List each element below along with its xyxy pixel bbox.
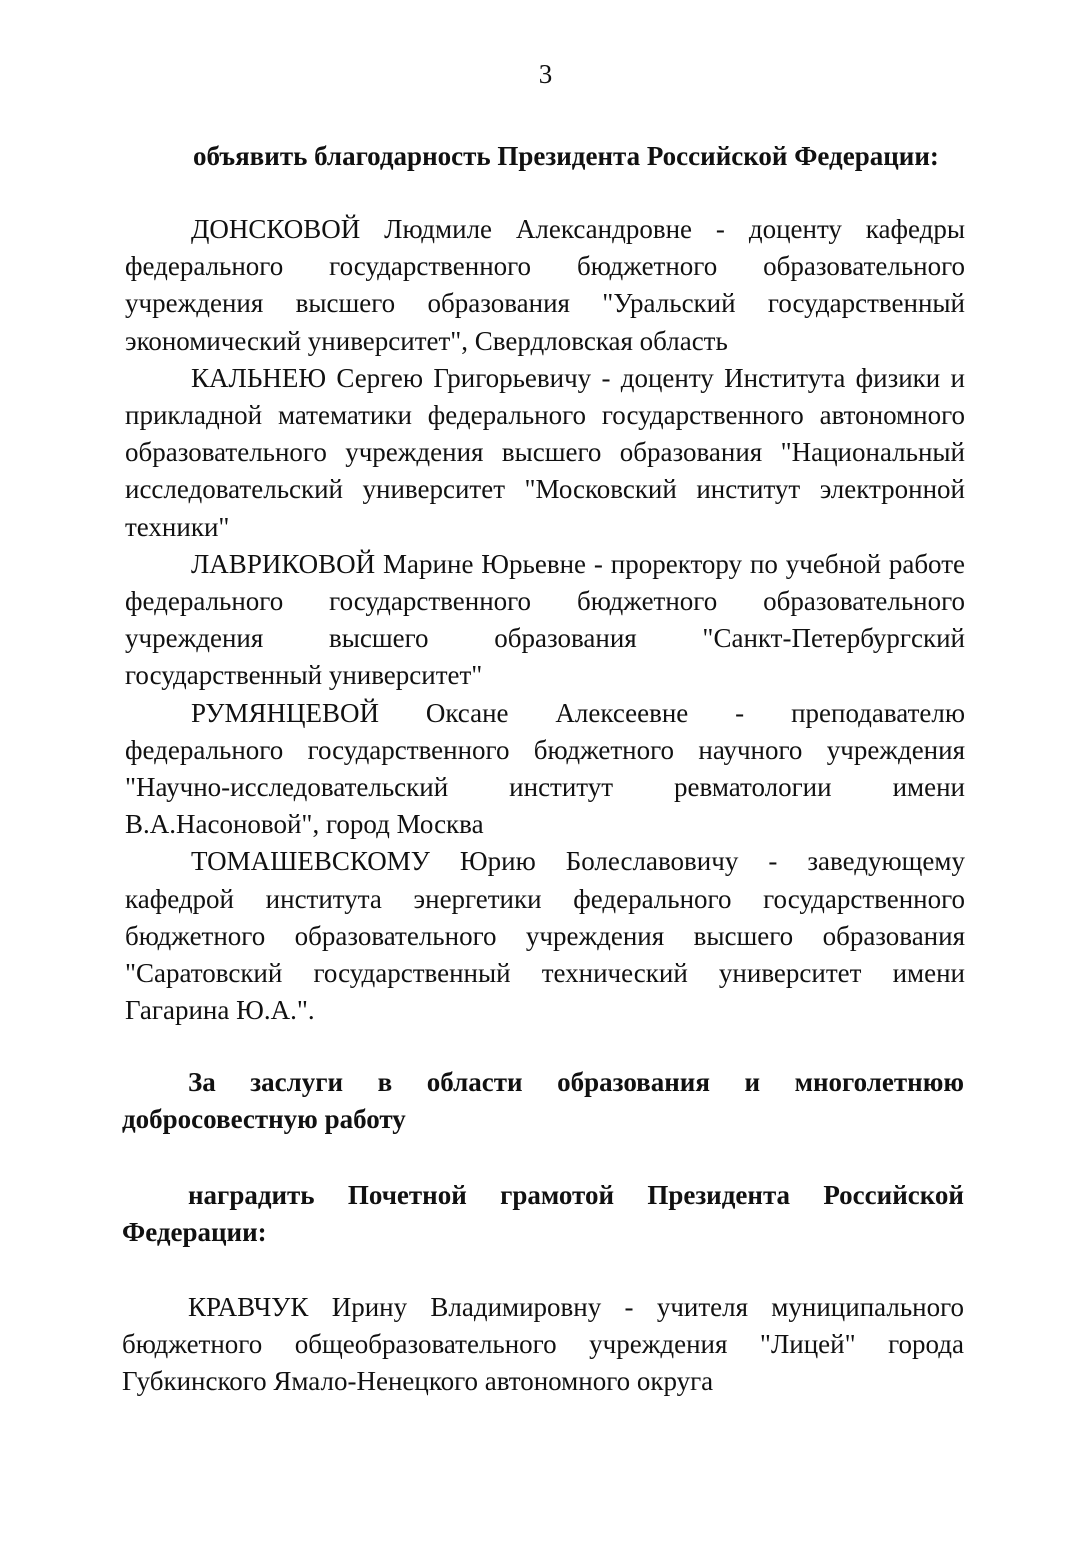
recipient-paragraph-kravchuk: КРАВЧУК Ирину Владимировну - учителя муниципального бюджетного общеобразовательного учреждения "Лицей" города Губкинского Ямало-Ненецкого автономного округа	[122, 1292, 964, 1397]
recipient-paragraph-rumyantseva: РУМЯНЦЕВОЙ Оксане Алексеевне - преподавателю федерального государственного бюджетного научного учреждения "Научно-исследовательский институт ревматологии имени В.А.Насоновой", город Москва	[125, 697, 965, 840]
recipient-paragraph-donskova: ДОНСКОВОЙ Людмиле Александровне - доценту кафедры федерального государственного бюджетного образовательного учреждения высшего образования "Уральский государственный экономический университет", Свердловская область	[125, 214, 965, 356]
award-heading: наградить Почетной грамотой Президента Российской Федерации:	[122, 1180, 964, 1247]
recipient-paragraph-tomashevsky: ТОМАШЕВСКОМУ Юрию Болеславовичу - заведующему кафедрой института энергетики федерального государственного бюджетного образовательного учреждения высшего образования "Саратовский государственный технический университет имени Гагарина Ю.А.".	[125, 846, 965, 1026]
award-recipients-list	[122, 1289, 964, 1401]
recipient-paragraph-lavrikova: ЛАВРИКОВОЙ Марине Юрьевне - проректору по учебной работе федерального государственного бюджетного образовательного учреждения высшего образования "Санкт-Петербургский государственный университет"	[125, 548, 965, 691]
page-number: 3	[538, 59, 553, 89]
merit-statement: За заслуги в области образования и многолетнюю добросовестную работу	[122, 1067, 964, 1134]
gratitude-heading: объявить благодарность Президента Российской Федерации:	[193, 141, 939, 171]
recipient-paragraph-kalneyu: КАЛЬНЕЮ Сергею Григорьевичу - доценту Института физики и прикладной математики федерального государственного автономного образовательного учреждения высшего образования "Национальный исследовательский университет "Московский институт электронной техники"	[125, 362, 965, 542]
gratitude-recipients-list	[125, 211, 965, 1029]
